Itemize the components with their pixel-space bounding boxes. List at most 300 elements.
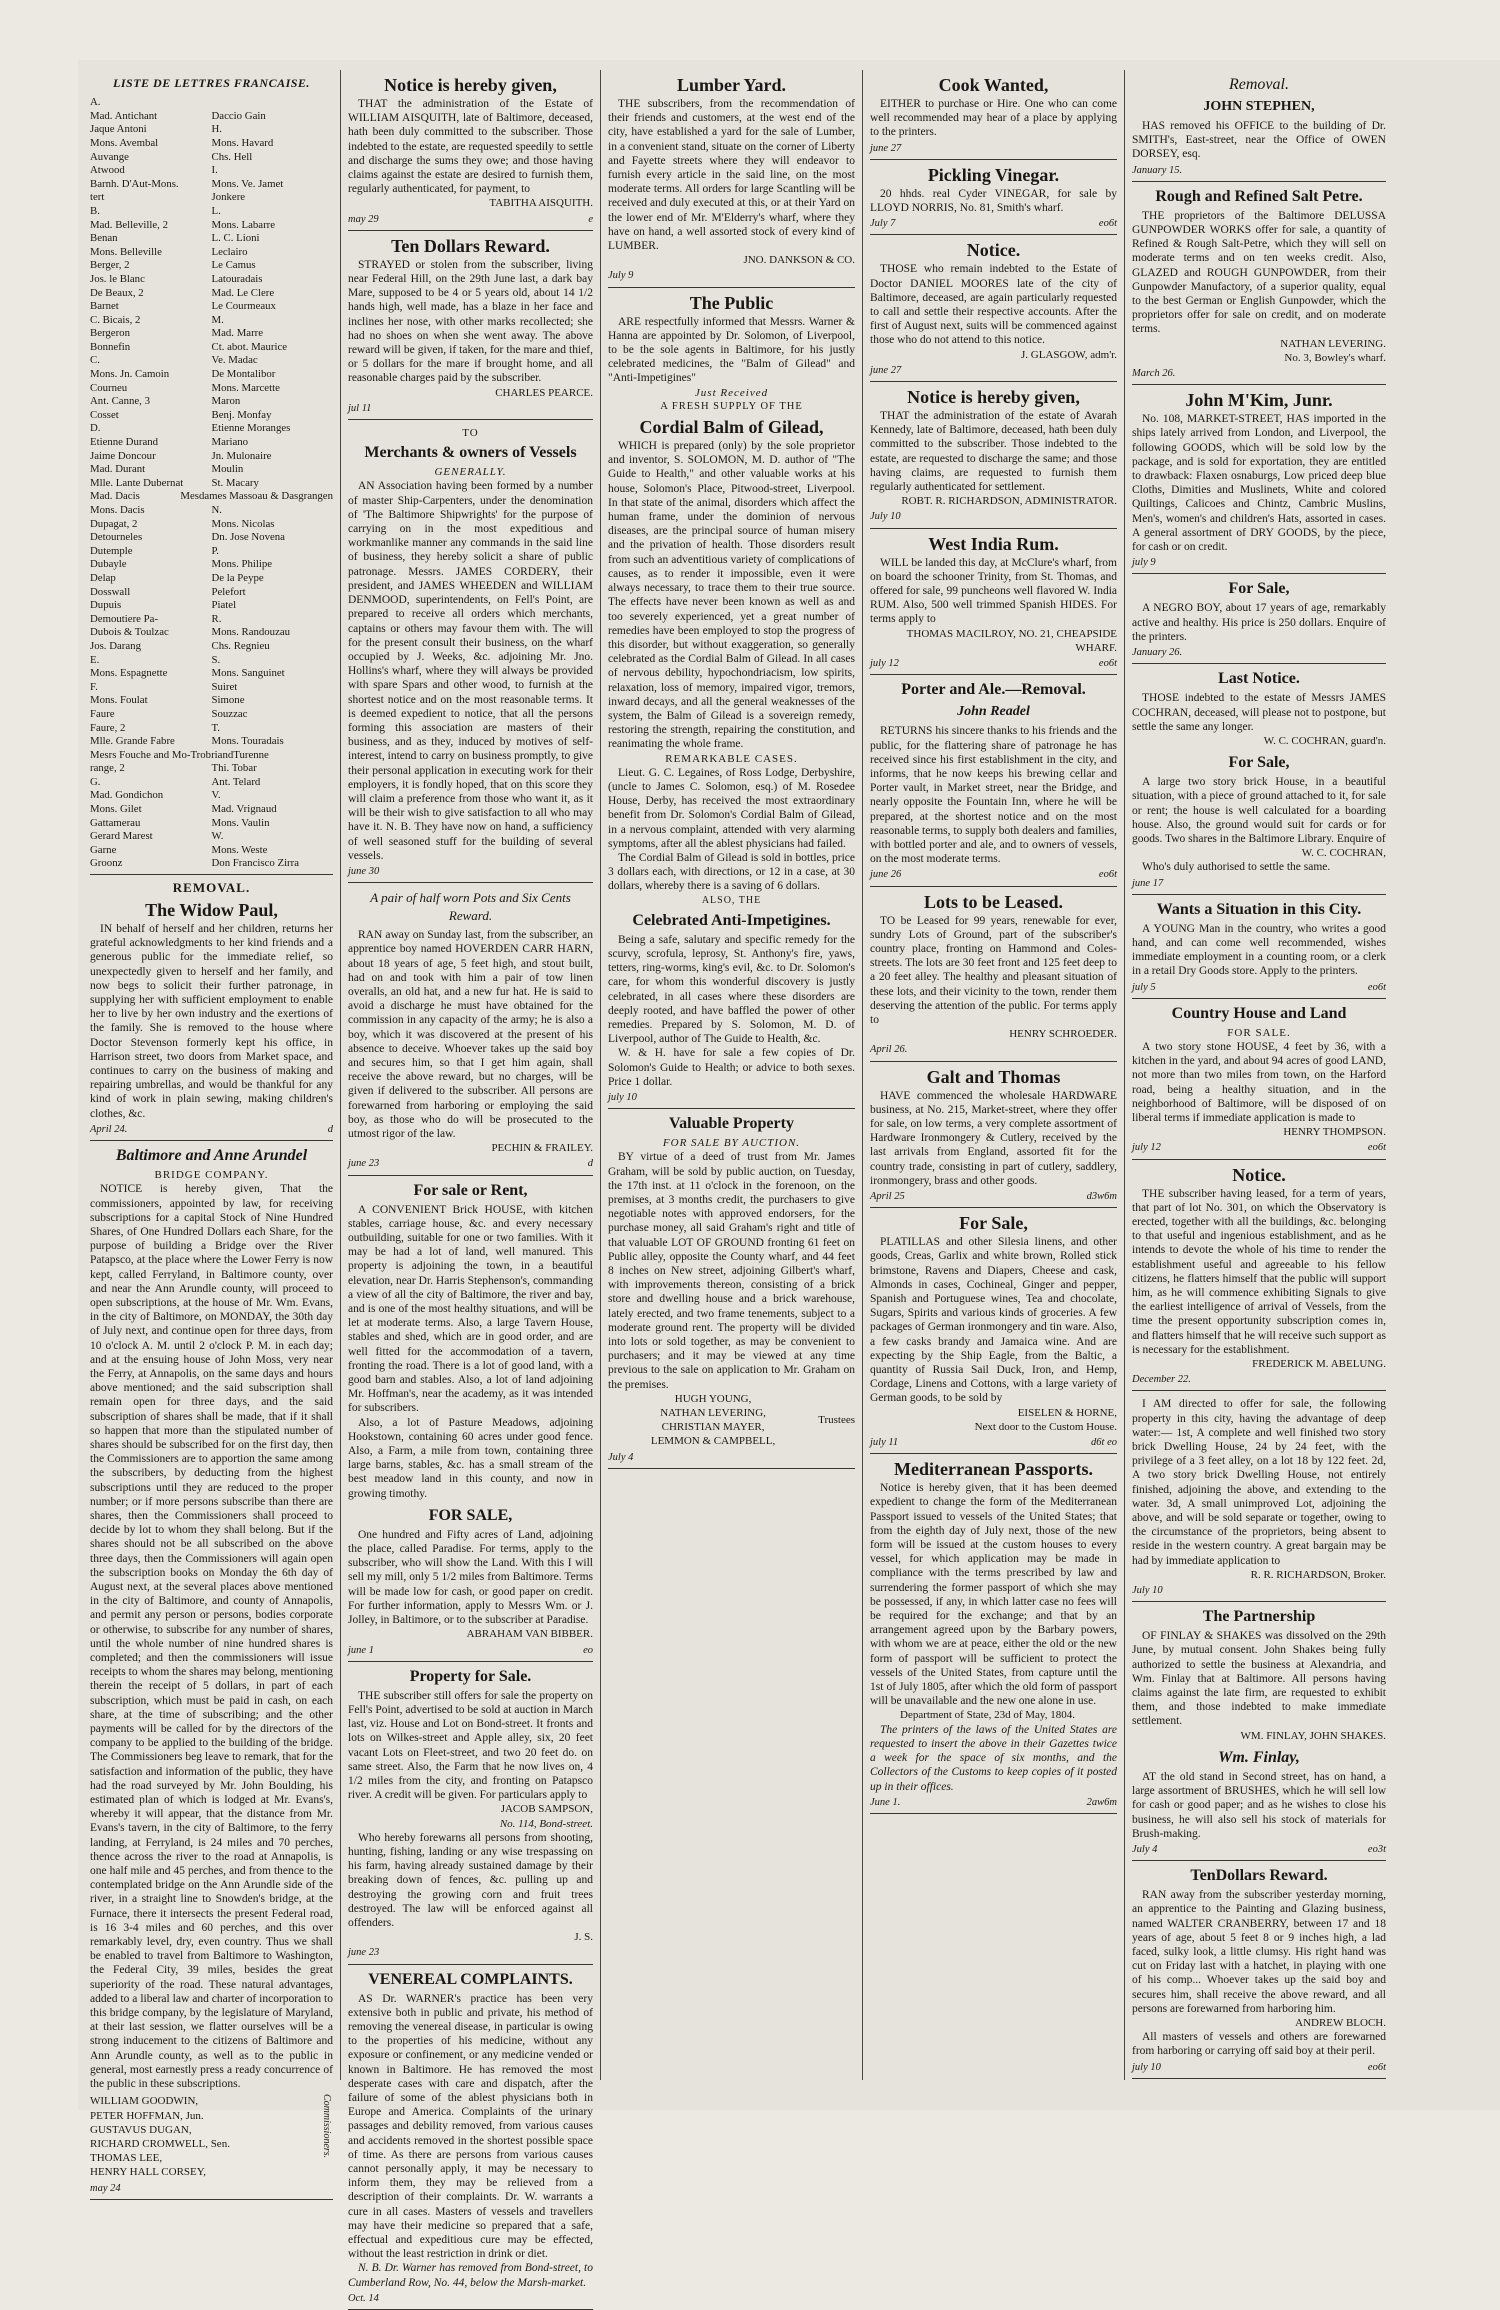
ad-title: FOR SALE, bbox=[428, 1506, 513, 1524]
list-cell: R. bbox=[211, 612, 222, 625]
list-cell: Ant. Canne, 3 bbox=[90, 395, 150, 408]
ad-address: Next door to the Custom House. bbox=[974, 1420, 1117, 1433]
ad-body: A two story stone HOUSE, 4 feet by 36, with a kitchen in the yard, and about 94 acres of good LAND, not more than two miles from town, on the Harford road, being a healthy situation, and in the neighborhood of Baltimore, will be disposed of on liberal terms if immediate application is made to bbox=[1132, 1040, 1386, 1124]
list-cell: tert bbox=[90, 191, 105, 204]
shipwrights-ad bbox=[348, 426, 593, 883]
list-item bbox=[90, 382, 333, 396]
list-item bbox=[90, 857, 333, 871]
ad-subtitle: REMARKABLE CASES. bbox=[665, 752, 798, 765]
ad-signature: W. C. COCHRAN, guard'n. bbox=[1263, 734, 1386, 747]
ad-subtitle: Just Received bbox=[694, 386, 769, 399]
list-item bbox=[90, 123, 333, 137]
list-item bbox=[90, 191, 333, 205]
ad-subtitle: GENERALLY. bbox=[434, 466, 507, 479]
ad-date: july 10 bbox=[1132, 2061, 1161, 2073]
ad-date: June 1. bbox=[870, 1796, 901, 1808]
list-cell: Jaime Doncour bbox=[90, 449, 156, 462]
column-rule bbox=[600, 70, 601, 2080]
column-2 bbox=[348, 72, 593, 2304]
ad-date: July 4 bbox=[608, 1451, 634, 1463]
signer-name: PETER HOFFMAN, Jun. bbox=[90, 2109, 204, 2122]
list-cell: Gerard Marest bbox=[90, 830, 153, 843]
list-cell: L. C. Lioni bbox=[211, 232, 260, 245]
ad-note: N. B. Dr. Warner has removed from Bond-street, to Cumberland Row, No. 44, below the Marsh-market. bbox=[348, 2262, 593, 2289]
ad-date: june 27 bbox=[870, 364, 902, 376]
ad-body: All masters of vessels and others are forewarned from harboring or carrying off said boy at their peril. bbox=[1132, 2031, 1386, 2058]
list-cell: De la Peype bbox=[211, 571, 264, 584]
ad-body: WHICH is prepared (only) by the sole proprietor and inventor, S. SOLOMON, M. D. author of "The Guide to Health," and other valuable works at his house, Solomon's Place, Pitwood-street, Liverpool. In that state of the animal, disorders which affect the human frame, under the dominion of nervous diseases, are the principal source of human misery and the privation of health. Those disorders result from such an adventitious variety of complications of causes, as to render it impossible, even it were always necessary, to trace them to their true source. The effects have never been known as well as and too severely experienced, yet a great number of remedies have been employed to stop the progress of this disorder, but without exaggeration, so generally celebrated as the Cordial Balm of Gilead. In all cases of nervous debility, hypochondriacism, low spirits, relaxation, loss of memory, impaired vigor, tremors, inward decays, and all the general weaknesses of the system, the Balm of Gilead is a sovereign remedy, restoring the strength, repairing the constitution, and reanimating the whole frame. bbox=[608, 440, 855, 751]
ad-date: jul 11 bbox=[348, 402, 372, 414]
list-cell: Pelefort bbox=[211, 585, 246, 598]
list-cell: Mons. Randouzau bbox=[211, 626, 291, 639]
ad-title: Celebrated Anti-Impetigines. bbox=[632, 911, 831, 929]
list-cell bbox=[212, 96, 334, 110]
ad-body: PLATILLAS and other Silesia linens, and other goods, Creas, Garlix and white brown, Rolled stick brimstone, Ravens and Diapers, Cheese and cask, Almonds in cases, Cochineal, Ginger and pepper, Spanish and Portuguese wines, Tea and chocolate, Sugars, Spirits and various kinds of groceries. A few packages of German ironmongery and tin ware. Also, a few casks brandy and Jamaica wine. And are expecting by the Ship Eagle, from the Baltic, a quantity of Russia Sail Duck, Iron, and Hemp, Cordage, Linens and Cottons, with a large variety of German goods, to be sold by bbox=[870, 1236, 1117, 1405]
list-cell: Delap bbox=[90, 571, 116, 584]
list-cell: Mons. Foulat bbox=[90, 694, 148, 707]
list-item bbox=[90, 300, 333, 314]
list-cell: Jos. Darang bbox=[90, 639, 141, 652]
mediterranean-passports-ad: Mediterranean Passports. Notice is hereby given, that it has been deemed expedient to change the form of the Mediterranean Passport issued to vessels of the United States; that from the eighth day of July next, those of the new form will be issued at the custom houses to every vessel, for which application may be made in compliance with the terms prescribed by law and surrendering the former passport of which she may be possessed, if any, in which latter case no fees will be required for the exchange; and that by an arrangement agreed upon by the Barbary powers, with whom we are at peace, either the old or the new form of passport will be sufficient to protect the vessels of the United States, from capture until the 1st of July 1805, after which the old form of passport will be unavailable and the new one alone in use. Department of State, 23d of May, 1804. The printers of the laws of the United States are requested to insert the above in their Gazettes twice a week for the space of six months, and the Collectors of the Customs to keep copies of it posted up in their offices. June 1. 2aw6m bbox=[870, 1460, 1117, 1814]
ad-date: june 27 bbox=[870, 142, 902, 154]
signer-list bbox=[90, 2094, 319, 2179]
list-cell: Dupagat, 2 bbox=[90, 517, 138, 530]
ad-date: june 26 bbox=[870, 869, 902, 881]
partnership-ad bbox=[1132, 1608, 1386, 1743]
list-cell: Detourneles bbox=[90, 531, 143, 544]
land-sale-ad: FOR SALE, One hundred and Fifty acres of Land, adjoining the place, called Paradise. For terms, apply to the subscriber, who will show the Land. With this I will sell my mill, only 5 1/2 miles from Baltimore. Terms will be made low for cash, or good paper on credit. For further information, apply to Messrs Wm. or J. Jolley, in Baltimore, or to the subscriber at Paradise. ABRAHAM VAN BIBBER. june 1 eo bbox=[348, 1507, 593, 1662]
list-item bbox=[90, 531, 333, 545]
list-cell: M. bbox=[211, 313, 224, 326]
list-cell: Chs. Hell bbox=[211, 150, 253, 163]
ad-date: April 26. bbox=[870, 1044, 908, 1056]
ad-body: A YOUNG Man in the country, who writes a good hand, and can come well recommended, wishes immediate employment in a counting room, or a clerk in a retail Dry Goods store. Apply to the printers. bbox=[1132, 922, 1386, 978]
list-item bbox=[90, 694, 333, 708]
list-item bbox=[90, 110, 333, 124]
list-cell: De Beaux, 2 bbox=[90, 286, 144, 299]
ad-body: One hundred and Fifty acres of Land, adjoining the place, called Paradise. For terms, apply to the subscriber, who will show the Land. With this I will sell my mill, only 5 1/2 miles from Baltimore. Terms will be made low for cash, or good paper on credit. For further information, apply to Messrs Wm. or J. Jolley, in Baltimore, or to the subscriber at Paradise. bbox=[348, 1528, 593, 1627]
signer-name: HUGH YOUNG, bbox=[674, 1392, 752, 1405]
ad-title: For Sale, bbox=[959, 1213, 1028, 1234]
list-cell: A. bbox=[90, 96, 101, 109]
cochran-sale-ad bbox=[1132, 754, 1386, 895]
list-item bbox=[90, 681, 333, 695]
balm-of-gilead-ad bbox=[608, 294, 855, 1110]
list-item bbox=[90, 232, 333, 246]
stephen-removal-ad bbox=[1132, 76, 1386, 182]
ad-body: No. 108, MARKET-STREET, HAS imported in the ships lately arrived from London, and Liverpool, the following GOODS, which will be sold low by the package, and is sold for exportation, they are entitled to drawback: Flaxen osnaburgs, Low priced deep blue Cloths, Dimities and Muslinets, White and colored Quiltings, Calicoes and Chintz, Cambric Muslins, Men's, women's and children's Hats, assorted in cases. A general assortment of DRY GOODS, by the piece, for cash or on credit. bbox=[1132, 413, 1386, 554]
list-item bbox=[90, 354, 333, 368]
ad-title: Wants a Situation in this City. bbox=[1156, 900, 1362, 918]
ad-title: Cook Wanted, bbox=[938, 75, 1049, 95]
ad-date: july 11 bbox=[870, 1437, 899, 1449]
list-cell: D. bbox=[90, 422, 101, 435]
list-cell: Le Courmeaux bbox=[211, 300, 276, 313]
list-item bbox=[90, 504, 333, 518]
list-item bbox=[90, 844, 333, 858]
column-rule bbox=[1124, 70, 1125, 2080]
list-item bbox=[90, 817, 333, 831]
list-cell: Mad. Dacis bbox=[90, 490, 140, 503]
ad-date: may 29 bbox=[348, 213, 379, 225]
list-cell: Etienne Durand bbox=[90, 436, 159, 449]
ad-body: STRAYED or stolen from the subscriber, living near Federal Hill, on the 29th June last, a dark bay Mare, supposed to be 4 or 5 years old, about 14 1/2 hands high, well made, has a blaze in her face and inclines her nose, with other marks recollected; she had no shoes on when she went away. The above reward will be given, if taken, for the mare and thief, or 5 dollars for the mare if brought home, and all reasonable charges paid by the subscriber. bbox=[348, 258, 593, 385]
list-cell: Mlle. Grande Fabre bbox=[90, 735, 175, 748]
list-item bbox=[90, 178, 333, 192]
list-item bbox=[90, 654, 333, 668]
list-item bbox=[90, 205, 333, 219]
ad-body: THE subscribers, from the recommendation of their friends and customers, at the west end of the city, have established a yard for the sale of Lumber, in a convenient stand, situate on the corner of Liberty and Fayette streets where they will endeavor to furnish every article in the said line, on the most moderate terms. All orders for large Scantling will be received and duly executed at this, or at their Yard on the lower end of Mr. M'Elderry's wharf, where they have on hand, a well assorted stock of every kind of LUMBER. bbox=[608, 98, 855, 253]
lumber-yard-ad bbox=[608, 76, 855, 288]
ad-body: THOSE indebted to the estate of Messrs JAMES COCHRAN, deceased, will please not to postpone, but settle the same any longer. bbox=[1132, 692, 1386, 733]
ad-address: No. 114, Bond-street. bbox=[499, 1817, 593, 1830]
column-rule bbox=[340, 70, 341, 2080]
list-item bbox=[90, 599, 333, 613]
list-cell: Leclairo bbox=[211, 245, 248, 258]
ad-signature: JACOB SAMPSON, bbox=[500, 1803, 593, 1816]
richardson-property-ad bbox=[1132, 1397, 1386, 1602]
mkim-ad bbox=[1132, 391, 1386, 574]
list-cell: Mons. Havard bbox=[211, 136, 274, 149]
ad-signature: HENRY SCHROEDER. bbox=[1009, 1028, 1117, 1041]
list-cell: Courneu bbox=[90, 381, 128, 394]
ad-title: Notice. bbox=[966, 240, 1021, 261]
signer-name: RICHARD CROMWELL, Sen. bbox=[90, 2137, 230, 2150]
ad-title: Pickling Vinegar. bbox=[927, 164, 1060, 185]
list-cell: Mad. Belleville, 2 bbox=[90, 218, 168, 231]
ad-body: ARE respectfully informed that Messrs. Warner & Hanna are appointed by Dr. Solomon, of Liverpool, to be the sole agents in Baltimore, for his justly celebrated medicines, the "Balm of Gilead" and "Anti-Impetigines" bbox=[608, 315, 855, 385]
ad-signature: TABITHA AISQUITH. bbox=[489, 197, 593, 210]
list-cell: Mlle. Lante Dubernat bbox=[90, 476, 184, 489]
list-cell: Latouradais bbox=[211, 272, 263, 285]
list-cell: G. bbox=[90, 775, 101, 788]
ad-body: Who's duly authorised to settle the same. bbox=[1142, 861, 1331, 874]
ad-title: Notice is hereby given, bbox=[384, 75, 557, 95]
list-cell: Gattamerau bbox=[90, 816, 141, 829]
cook-wanted-ad bbox=[870, 76, 1117, 160]
vinegar-ad: Pickling Vinegar. 20 hhds. real Cyder VINEGAR, for sale by LLOYD NORRIS, No. 81, Smith's wharf. July 7 eo6t bbox=[870, 166, 1117, 236]
list-item bbox=[90, 395, 333, 409]
ad-pretitle: A FRESH SUPPLY OF THE bbox=[660, 400, 803, 412]
signer-label: Commissioners. bbox=[321, 2094, 332, 2159]
ad-subtitle: FOR SALE. bbox=[1227, 1026, 1291, 1039]
ad-title: For Sale, bbox=[1228, 754, 1290, 772]
ad-signature: CHARLES PEARCE. bbox=[495, 386, 593, 399]
list-cell: Faure, 2 bbox=[90, 721, 126, 734]
ad-body: AS Dr. WARNER's practice has been very extensive both in public and private, his method of removing the venereal disease, in particular is owing to the properties of his medicine, without any exposure or confinement, or any medicine vended or known in Baltimore. He has removed the most desperate cases with care and dispatch, after the failure of some of the ablest physicians both in Europe and America. Complaints of the urinary passages and debility removed, from various causes and accidents removed in the shortest possible space of time. As there are persons from various causes cannot personally apply, it may be necessary to inform them, they may be relieved from a description of their complaints. Dr. W. warrants a cure in all cases. Masters of vessels and travellers may have their medicine so prepared that a safe, effectual and expeditious cure may be effected, without the least restriction in drink or diet. bbox=[348, 1992, 593, 2261]
ad-title: Country House and Land bbox=[1171, 1004, 1347, 1022]
list-cell: Maron bbox=[211, 395, 241, 408]
ad-body: NOTICE is hereby given, That the commissioners, appointed by law, for receiving subscriptions for a capital Stock of Nine Hundred Shares, of One Hundred Dollars each Share, for the purpose of building a Bridge over the River Patapsco, at the place where the Lower Ferry is now kept, called Ferryland, in Baltimore county, over and near the Ann Arundle county, will proceed to open subscriptions, at the house of Mr. Wm. Evans, in the city of Baltimore, on MONDAY, the 30th day of July next, and continue open for three days, from 10 o'clock A. M. until 2 o'clock P. M. in each day; and at the ensuing house of John Moss, very near the Ferry, at Annapolis, on the same days and hours above mentioned; and the said subscription shall remain open for three days, and the said subscription of shares shall be made, that if it shall so happen that more than the stipulated number of shares should be subscribed for on the first day, then the Commissioners are to apportion the same among the subscribers, by deducting from the highest subscriptions until they are reduced to the proper number; or if more persons subscribe than there are shares, then the Commissioners shall proceed to decide by lot to whom they shall belong. But if the shares should not be all subscribed on the above three days, then the Commissioners will again open the subscription books on Monday the 6th day of August next, at the several places above mentioned in the city of Baltimore, and county of Annapolis, and permit any person or persons, bodies corporate or otherwise, to subscribe for any number of shares, until the whole number of nine hundred shares is completed; and then the commissioners will issue receipts to whom the shares may belong, mentioning therein the receipt of 5 dollars, in part of each subscription, which must be paid in cash, on each share, at the time of subscribing; and the other payments will be called for by the directors of the company to be applied to the building of the bridge. The Commissioners beg leave to remark, that for the satisfaction and information of the public, they have had the road surveyed by Mr. John Boulding, his estimated plan of which is lodged at Mr. Evans's, whereby it will appear, that the distance from Mr. Evans's tavern, in the city of Baltimore, to the ferry landing, at Ferryland, is 24 miles and 70 perches, thence across the river to the road at Annapolis, is one half mile and 45 perches, and from thence to the contemplated bridge on the Ann Arundle side of the river, in a straight line to Snowden's bridge, at the Furnace, there it intersects the present Federal road, is 16 3-4 miles and 60 perches, and this over remarkably level, dry, even country. Thus we shall be enabled to travel from Baltimore to Washington, the Federal City, 39 miles, besides the great superiority of the road. These natural advantages, added to a liberal law and charter of incorporation to this bridge company, by the legislature of Maryland, at their last session, we flatter ourselves will be a strong inducement to the citizens of Baltimore and Ann Arundle county, as well as to the public in general, most earnestly press a ready concurrence of the public in these subscriptions. bbox=[90, 1183, 333, 2091]
ad-body: HAS removed his OFFICE to the building of Dr. SMITH's, East-street, near the Office of OWEN DORSEY, esq. bbox=[1132, 120, 1386, 161]
ad-title: Lots to be Leased. bbox=[924, 891, 1063, 912]
ad-subtitle: John Readel bbox=[957, 704, 1030, 720]
ad-title: Last Notice. bbox=[1218, 670, 1300, 688]
list-cell: Dn. Jose Novena bbox=[211, 531, 285, 544]
venereal-ad bbox=[348, 1971, 593, 2310]
ad-date: june 23 bbox=[348, 1947, 380, 1959]
list-cell: De Montalibor bbox=[211, 368, 276, 381]
list-cell: Mons. Ve. Jamet bbox=[211, 177, 284, 190]
letter-list-title: LISTE DE LETTRES FRANCAISE. bbox=[113, 76, 310, 90]
aisquith-notice: Notice is hereby given, THAT the administration of the Estate of WILLIAM AISQUITH, late of Baltimore, deceased, hath been duly committed to the subscriber. Those indebted to the estate, are requested speedily to settle and discharge the sums they owe; and those having claims against the estate are desired to furnish them, regularly authenticated, for payment, to TABITHA AISQUITH. may 29 e bbox=[348, 76, 593, 231]
list-item bbox=[90, 586, 333, 600]
list-cell: Berger, 2 bbox=[90, 259, 130, 272]
list-cell: Suiret bbox=[211, 680, 238, 693]
ad-date: june 23 bbox=[348, 1158, 380, 1170]
ad-title: VENEREAL COMPLAINTS. bbox=[368, 1970, 573, 1988]
rum-ad: West India Rum. WILL be landed this day, at McClure's wharf, from on board the schooner Trinity, from St. Thomas, and offered for sale, 99 puncheons well flavored W. India RUM. Also, 500 well trimmed Spanish HIDES. For terms apply to THOMAS MACILROY, NO. 21, CHEAPSIDE WHARF. july 12 eo6t bbox=[870, 535, 1117, 676]
signer-name: LEMMON & CAMPBELL, bbox=[650, 1435, 776, 1448]
list-cell: Atwood bbox=[90, 164, 125, 177]
list-cell: Benj. Monfay bbox=[211, 408, 272, 421]
list-cell: Dosswall bbox=[90, 585, 131, 598]
ad-date: March 26. bbox=[1132, 368, 1176, 380]
ad-signature: ABRAHAM VAN BIBBER. bbox=[466, 1628, 593, 1641]
ad-body: A NEGRO BOY, about 17 years of age, remarkably active and healthy. His price is 250 dollars. Enquire of the printers. bbox=[1132, 602, 1386, 643]
list-cell: Mons. Sanguinet bbox=[211, 667, 285, 680]
ad-title: Property for Sale. bbox=[409, 1667, 532, 1685]
list-item bbox=[90, 287, 333, 301]
negro-boy-ad bbox=[1132, 580, 1386, 664]
list-item bbox=[90, 341, 333, 355]
ad-body: Also, a lot of Pasture Meadows, adjoining Hookstown, containing 60 acres under good fence. Also, a Farm, a mile from town, containing three large barns, stables, &c. has a small stream of the best meadow land in this county, and now in growing timothy. bbox=[348, 1416, 593, 1500]
list-cell: Thi. Tobar bbox=[211, 762, 257, 775]
ad-title: A pair of half worn Pots and Six Cents Reward. bbox=[370, 890, 571, 924]
newspaper-page bbox=[78, 60, 1500, 2304]
ad-body: IN behalf of herself and her children, returns her grateful acknowledgments to her kind friends and a generous public for the immediate relief, so unexpectedly given to herself and her family, and now begs to solicit their further patronage, in supplying her with sufficient employment to enable her to live by her own industry and the exertions of the family. She is removed to the house where Doctor Stevenson formerly kept his office, in Harrison street, two doors from Market space, and continues to carry on the business of making and repairing umbrellas, and would be thankful for any kind of work in plain sewing, making children's clothes, &c. bbox=[90, 923, 333, 1120]
list-cell: C. Bicais, 2 bbox=[90, 313, 141, 326]
list-cell: range, 2 bbox=[90, 762, 125, 775]
list-cell: Mad. Antichant bbox=[90, 109, 158, 122]
list-cell: Ve. Madac bbox=[211, 354, 258, 367]
list-cell: Mons. Jn. Camoin bbox=[90, 368, 170, 381]
list-cell: Auvange bbox=[90, 150, 129, 163]
list-item bbox=[90, 477, 333, 491]
kennedy-notice bbox=[870, 388, 1117, 529]
column-4 bbox=[870, 72, 1117, 2090]
bridge-company-ad bbox=[90, 1147, 333, 2200]
ad-body: AT the old stand in Second street, has on hand, a large assortment of BRUSHES, which he will sell low for cash or good paper; and as he wishes to close his business, he will also sell his stock of materials for Brush-making. bbox=[1132, 1770, 1386, 1840]
ad-body: W. & H. have for sale a few copies of Dr. Solomon's Guide to Health; or advice to both sexes. Price 1 dollar. bbox=[608, 1047, 855, 1088]
ad-body: THOSE who remain indebted to the Estate of Doctor DANIEL MOORES late of the city of Baltimore, deceased, are again particularly requested to call and settle their respective accounts. After the first of August next, suits will be commenced against those who do not attend to this notice. bbox=[870, 263, 1117, 347]
list-item bbox=[90, 409, 333, 423]
ad-body: RETURNS his sincere thanks to his friends and the public, for the flattering share of patronage he has received since his first establishment in the city, and informs, that he now keeps his brewing cellar and Porter vault, in Market street, near the Bridge, and nearly opposite the Fountain Inn, where he will be prepared, at the shortest notice and on the most reasonable terms, to supply both dealers and families, with bottled porter and ale, and to owners of vessels, on the most moderate terms. bbox=[870, 725, 1117, 866]
list-item bbox=[90, 450, 333, 464]
list-cell: Mons. Belleville bbox=[90, 245, 162, 258]
list-cell: Mad. Gondichon bbox=[90, 789, 164, 802]
ad-body: Who hereby forewarns all persons from shooting, hunting, fishing, landing or any wise trespassing on his farm, having already sustained damage by their breaking down of fences, &c. pulling up and destroying the growing corn and fruit trees destroyed. The law will be enforced against all offenders. bbox=[348, 1831, 593, 1929]
list-cell: Faure bbox=[90, 707, 115, 720]
valuable-property-ad bbox=[608, 1115, 855, 1469]
list-cell: T. bbox=[211, 721, 220, 734]
galt-thomas-ad: Galt and Thomas HAVE commenced the wholesale HARDWARE business, at No. 215, Market-street, where they offer for sale, on low terms, a very complete assortment of Hardware Ironmongery & Cutlery, received by the last arrivals from England, assorted fit for the country trade, consisting in part of cutlery, saddlery, ironmongery, brass and other goods. April 25 d3w6m bbox=[870, 1068, 1117, 1209]
column-3 bbox=[608, 72, 855, 2090]
list-cell: Piatel bbox=[211, 599, 237, 612]
list-cell: Dupuis bbox=[90, 599, 122, 612]
ad-subtitle: FOR SALE BY AUCTION. bbox=[662, 1137, 801, 1150]
list-item bbox=[90, 368, 333, 382]
ad-subtitle: JOHN STEPHEN, bbox=[1203, 99, 1315, 114]
list-item bbox=[90, 830, 333, 844]
list-item bbox=[90, 613, 333, 627]
list-cell: Mesrs Fouche and Mo-Trobriand bbox=[90, 748, 234, 761]
list-cell: Mons. Gilet bbox=[90, 803, 142, 816]
list-cell: Mons. Touradais bbox=[211, 735, 284, 748]
signer-name: CHRISTIAN MAYER, bbox=[661, 1421, 765, 1434]
letter-list bbox=[90, 96, 333, 871]
list-cell: Mad. Le Clere bbox=[211, 286, 275, 299]
ad-title: The Partnership bbox=[1202, 1608, 1316, 1626]
ad-dept: Department of State, 23d of May, 1804. bbox=[900, 1709, 1075, 1722]
ad-title: Cordial Balm of Gilead, bbox=[639, 417, 824, 438]
porter-ale-ad: Porter and Ale.—Removal. John Readel RETURNS his sincere thanks to his friends and the public, for the flattering share of patronage he has received since his first establishment in the city, and informs, that he now keeps his brewing cellar and Porter vault, in Market street, near the Bridge, and nearly opposite the Fountain Inn, where he will be prepared, at the shortest notice and on the most reasonable terms, to supply both dealers and families, with bottled porter and ale, and to owners of vessels, on the most moderate terms. june 26 eo6t bbox=[870, 681, 1117, 886]
column-rule bbox=[862, 70, 863, 2080]
ad-body: THE proprietors of the Baltimore DELUSSA GUNPOWDER WORKS offer for sale, a quantity of Refined & Rough Salt-Petre, which they will sell on moderate terms and on ten weeks credit. Also, GLAZED and ROUGH GUNPOWDER, from their Gunpowder Manufactory, of a superior quality, equal to the best German or English Gunpowder, which the proprietors offer for sale on credit, and on moderate terms. bbox=[1132, 209, 1386, 336]
ad-signature: J. GLASGOW, adm'r. bbox=[1021, 348, 1117, 361]
salt-petre-ad bbox=[1132, 188, 1386, 385]
list-cell: Moulin bbox=[211, 463, 244, 476]
list-cell: L. bbox=[211, 204, 221, 217]
ad-body: THE subscriber having leased, for a term of years, that part of lot No. 301, on which the Observatory is erected, together with all the buildings, &c. belonging to that useful and ingenious establishment, and as he intends to devote the whole of his time to render the establishment useful and agreeable to his fellow citizens, he flatters himself that the public will support him, as he will commence exhibiting Signals to give the earliest intelligence of arrival of Vessels, from the time the present opportunity subscription comes in, and flatters himself that he will receive such support as is necessary for the establishment. bbox=[1132, 1187, 1386, 1356]
ad-date: April 24. bbox=[90, 1123, 128, 1135]
strayed-mare-ad bbox=[348, 237, 593, 420]
ad-title: Notice. bbox=[1232, 1164, 1286, 1185]
signer-name: NATHAN LEVERING, bbox=[660, 1407, 766, 1420]
list-cell: Dubois & Toulzac bbox=[90, 626, 169, 639]
ad-title: The Public bbox=[689, 292, 774, 313]
ad-body: EITHER to purchase or Hire. One who can come well recommended may hear of a place by applying to the printers. bbox=[870, 98, 1117, 139]
ad-title: TenDollars Reward. bbox=[1190, 1867, 1328, 1885]
ad-date: July 10 bbox=[870, 511, 901, 523]
ad-signature: HENRY THOMPSON. bbox=[1283, 1126, 1386, 1139]
ad-signature: ANDREW BLOCH. bbox=[1295, 2016, 1386, 2029]
ad-body: RAN away on Sunday last, from the subscriber, an apprentice boy named HOVERDEN CARR HARN, about 18 years of age, 5 feet high, and stout built, had on and took with him a pair of tow linen overalls, an old hat, and a new fur hat. He is said to avoid a discharge he must have obtained for the commission in any capacity of the army; he is also a boy, which it was discovered at the present of his absence to deceive. Whoever takes up the said boy and secures him, so that I get him again, shall receive the above reward, but no charges, will be given if delivered to the subscriber. All persons are forewarned from harboring or employing the said boy, as those who do will be prosecuted to the utmost rigor of the law. bbox=[348, 929, 593, 1140]
ad-title: Galt and Thomas bbox=[926, 1066, 1061, 1087]
list-item bbox=[90, 151, 333, 165]
list-item bbox=[90, 164, 333, 178]
ad-date: July 4 bbox=[1132, 1843, 1158, 1855]
list-cell: F. bbox=[90, 680, 98, 693]
ad-body: The Cordial Balm of Gilead is sold in bottles, price 3 dollars each, with directions, or 12 in a case, at 30 dollars, whereby there is a saving of 6 dollars. bbox=[608, 851, 855, 893]
list-item bbox=[90, 246, 333, 260]
ad-body: RAN away from the subscriber yesterday morning, an apprentice to the Painting and Glazing business, named WALTER CRANBERRY, between 17 and 18 years of age, about 5 feet 8 or 9 inches high, a lad faced, sulky look, a little clumsy. His right hand was cut on Friday last with a hatchet, in playing with one of his comp... Whoever takes up the said boy and secures him, shall receive the above reward, and all persons are forewarned from harboring him. bbox=[1132, 1889, 1386, 2015]
ad-date: July 7 bbox=[870, 218, 896, 230]
list-cell: Ant. Telard bbox=[211, 775, 261, 788]
signer-label: Trustees bbox=[818, 1414, 855, 1427]
list-item bbox=[90, 626, 333, 640]
ad-title: West India Rum. bbox=[928, 533, 1059, 554]
ad-title: Notice is hereby given, bbox=[907, 387, 1080, 408]
ad-date: july 12 bbox=[870, 658, 899, 670]
ad-pretitle: TO bbox=[462, 427, 479, 440]
ad-title: Baltimore and Anne Arundel bbox=[115, 1147, 308, 1165]
list-cell: Jos. le Blanc bbox=[90, 272, 145, 285]
list-cell: Mad. Vrignaud bbox=[211, 803, 277, 816]
list-cell: C. bbox=[90, 354, 100, 367]
list-cell: Garne bbox=[90, 843, 117, 856]
ad-body: AN Association having been formed by a number of master Ship-Carpenters, under the denomination of 'The Baltimore Shipwrights' for the purpose of carrying on in the most expeditious and workmanlike manner any commands in the said line of business, they hereby solicit a share of public patronage. Messrs. JAMES CORDERY, their president, and JAMES WHEEDEN and WILLIAM DENMOOD, superintendents, on Fell's Point, are prepared to receive all orders which merchants, captains or others may favour them with. The will for the present consult their business, on the wharf occupied by J. Weeks, &c. adjoining Mr. Jno. Hollins's wharf, where they will always be provided with spare Spars and other wood, to furnish at the shortest notice and on the most reasonable terms. It is deemed expedient to notice, that all the persons forming this association are masters of their business, and as they, induced by motives of self-interest, intend to carry on business promptly, to give their personal application in executing work for their employers, it is fondly hoped, that on this score they will claim a preference from those who want it, as it will be their wish to give satisfaction to all who may have it. N. B. They have now on hand, a sufficiency of well seasoned stuff for the building of several vessels. bbox=[348, 480, 593, 862]
ad-title: The Widow Paul, bbox=[145, 900, 278, 921]
list-item bbox=[90, 749, 333, 763]
list-item bbox=[90, 735, 333, 749]
finlay-brushes-ad: Wm. Finlay, AT the old stand in Second street, has on hand, a large assortment of BRUSHES, which he will sell low for cash or good paper; and as he wishes to close his business, he will also sell his stock of materials for Brush-making. July 4 eo3t bbox=[1132, 1749, 1386, 1861]
list-cell: Mons. Labarre bbox=[211, 218, 276, 231]
ad-title: Valuable Property bbox=[669, 1115, 794, 1133]
ad-title: Lumber Yard. bbox=[676, 75, 786, 95]
list-item bbox=[90, 545, 333, 559]
list-item bbox=[90, 518, 333, 532]
list-item bbox=[90, 259, 333, 273]
list-cell: Barnh. D'Aut-Mons. bbox=[90, 177, 179, 190]
list-item bbox=[90, 558, 333, 572]
lots-leased-ad bbox=[870, 893, 1117, 1062]
ad-pretitle: ALSO, THE bbox=[701, 894, 762, 906]
signer-list bbox=[608, 1392, 818, 1449]
list-cell: Bonnefin bbox=[90, 340, 131, 353]
list-item bbox=[90, 572, 333, 586]
apprentice-reward-ad: TenDollars Reward. RAN away from the subscriber yesterday morning, an apprentice to the Painting and Glazing business, named WALTER CRANBERRY, between 17 and 18 years of age, about 5 feet 8 or 9 inches high, a lad faced, sulky look, a little clumsy. His right hand was cut on Friday last with a hatchet, in playing with one of his comp... Whoever takes up the said boy and secures him, shall receive the above reward, and all persons are forewarned from harboring him. ANDREW BLOCH. All masters of vessels and others are forewarned from harboring or carrying off said boy at their peril. july 10 eo6t bbox=[1132, 1867, 1386, 2079]
list-cell: W. bbox=[211, 830, 224, 843]
list-cell: Mesdames Massoau & Dasgrangen bbox=[180, 490, 333, 503]
list-item bbox=[90, 708, 333, 722]
runaway-apprentice-ad: A pair of half worn Pots and Six Cents Reward. RAN away on Sunday last, from the subscriber, an apprentice boy named HOVERDEN CARR HARN, about 18 years of age, 5 feet high, and stout built, had on and took with him a pair of tow linen overalls, an old hat, and a new fur hat. He is said to avoid a discharge he must have obtained for the commission in any capacity of the army; he is also a boy, which it was discovered at the present of his absence to deceive. Whoever takes up the said boy and secures him, so that I get him again, shall receive the above reward, but no charges, will be given if delivered to the subscriber. All persons are forewarned from harboring or employing the said boy, as those who do will be prosecuted to the utmost rigor of the law. PECHIN & FRAILEY. june 23 d bbox=[348, 889, 593, 1175]
list-cell: Mons. Dacis bbox=[90, 504, 145, 517]
list-cell: Groonz bbox=[90, 857, 123, 870]
list-cell: Turenne bbox=[233, 748, 269, 761]
list-cell: I. bbox=[211, 164, 218, 177]
list-cell: Ct. abot. Maurice bbox=[211, 340, 288, 353]
last-notice-ad bbox=[1132, 670, 1386, 748]
ad-date: April 25 bbox=[870, 1190, 905, 1202]
ad-note: The printers of the laws of the United States are requested to insert the above in their Gazettes twice a week for the space of six months, and the Collectors of the Customs to keep copies of it posted up in their offices. bbox=[870, 1723, 1117, 1793]
list-cell: Souzzac bbox=[211, 707, 248, 720]
list-item bbox=[90, 463, 333, 477]
ad-date: july 5 bbox=[1132, 981, 1156, 993]
list-cell: Simone bbox=[211, 694, 245, 707]
list-cell: Mons. Philipe bbox=[211, 558, 273, 571]
ad-subtitle: BRIDGE COMPANY. bbox=[154, 1169, 269, 1182]
list-cell: Mons. Espagnette bbox=[90, 667, 168, 680]
ad-title: For sale or Rent, bbox=[413, 1181, 528, 1199]
list-cell: H. bbox=[211, 123, 222, 136]
list-item bbox=[90, 776, 333, 790]
list-cell: V. bbox=[211, 789, 221, 802]
list-cell: E. bbox=[90, 653, 100, 666]
column-5 bbox=[1132, 72, 1386, 2090]
list-item bbox=[90, 436, 333, 450]
ad-body: THE subscriber still offers for sale the property on Fell's Point, advertised to be sold at auction in March last, viz. House and Lot on Bond-street. It fronts and lots on Wilkes-street and Apple alley, six, 20 feet vacant Lots on Fleet-street, and two 20 feet do. on same street. Also, the Farm that he now lives on, 4 1/2 miles from the city, and fronting on Patapsco river. A credit will be given. For particulars apply to bbox=[348, 1689, 593, 1802]
list-cell: Barnet bbox=[90, 300, 119, 313]
ad-title: Wm. Finlay, bbox=[1218, 1748, 1300, 1766]
list-cell: Dutemple bbox=[90, 544, 133, 557]
signer-name: HENRY HALL CORSEY, bbox=[90, 2166, 207, 2179]
list-cell: B. bbox=[90, 204, 100, 217]
signer-name: THOMAS LEE, bbox=[90, 2152, 163, 2165]
list-cell: Benan bbox=[90, 232, 118, 245]
list-cell: Mariano bbox=[211, 436, 249, 449]
ad-body: I AM directed to offer for sale, the following property in this city, having the advantage of deep water:— 1st, A complete and well finished two story brick Dwelling House, 24 by 24 feet, with the privilege of a 3 feet alley, on a lot 18 by 122 feet. 2d, A two story brick Dwelling House, not entirely finished, adjoining the above, and extending to the water. 3d, A small unimproved Lot, adjoining the above, and will be sold separate or together, owing to the circumstance of the proprietors, being absent to reside in the western country. A great bargain may be had by immediate application to bbox=[1132, 1398, 1386, 1567]
list-cell: Etienne Moranges bbox=[211, 422, 291, 435]
ad-address: No. 3, Bowley's wharf. bbox=[1284, 351, 1386, 364]
list-item bbox=[90, 490, 333, 504]
ad-date: june 17 bbox=[1132, 877, 1164, 889]
list-cell: Demoutiere Pa- bbox=[90, 612, 159, 625]
widow-paul-ad: The Widow Paul, IN behalf of herself and her children, returns her grateful acknowledgments to her kind friends and a generous public for the immediate relief, so unexpectedly given to herself and her family, and now begs to solicit their further patronage, in supplying her with sufficient employment to enable her to live by her own industry and the exertions of the family. She is removed to the house where Doctor Stevenson formerly kept his office, in Harrison street, two doors from Market space, and continues to carry on the business of making and repairing umbrellas, and would be thankful for any kind of work in plain sewing, making children's clothes, &c. April 24. d bbox=[90, 901, 333, 1141]
ad-body: HAVE commenced the wholesale HARDWARE business, at No. 215, Market-street, where they offer for sale, on low terms, a very complete assortment of Hardware Ironmongery & Cutlery, received by the last arrivals from England, assorted fit for the country trade, consisting in part of cutlery, saddlery, ironmongery, brass and other goods. bbox=[870, 1089, 1117, 1187]
ad-signature: WM. FINLAY, JOHN SHAKES. bbox=[1240, 1729, 1386, 1742]
ad-signature: NATHAN LEVERING. bbox=[1280, 337, 1386, 350]
